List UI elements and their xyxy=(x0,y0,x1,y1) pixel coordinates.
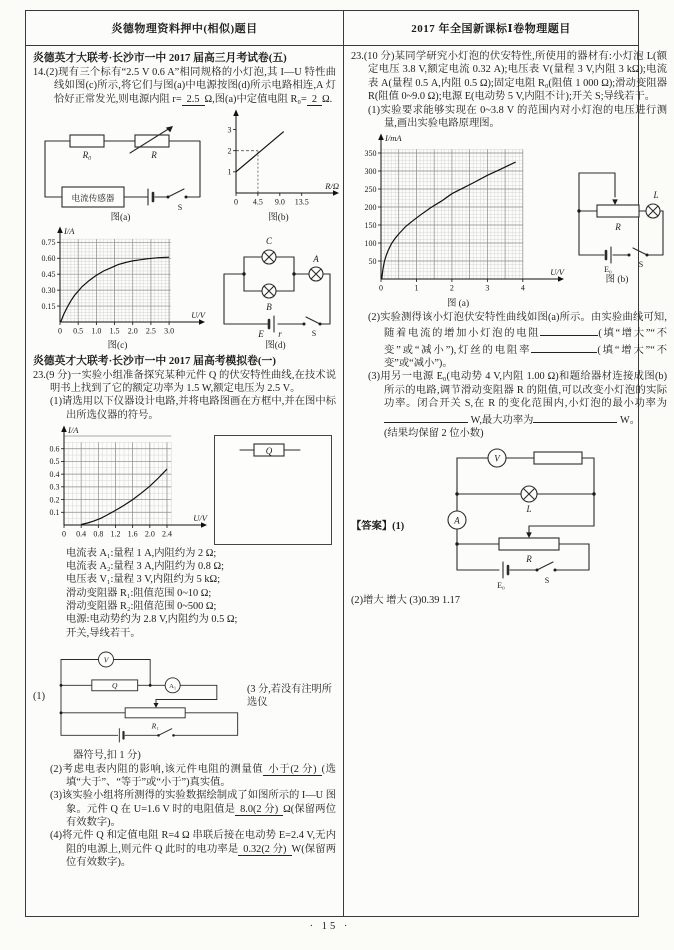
chart-iv-element-q xyxy=(38,424,208,544)
svg-text:R₁: R₁ xyxy=(151,721,159,731)
svg-text:U/V: U/V xyxy=(550,267,564,278)
figure-q-chart xyxy=(38,424,208,544)
problem-23-left-q4: (4)将元件 Q 和定值电阻 R=4 Ω 串联后接在电动势 E=2.4 V,无内阻的电源上,则元件 Q 此时的电功率是 0.32(2 分) W(保留两位有效数字)。 xyxy=(50,830,336,869)
circuit-answer-frame xyxy=(214,435,332,545)
svg-text:Q: Q xyxy=(112,681,118,691)
svg-text:R: R xyxy=(615,222,621,233)
problem-23-left-q1: (1)请选用以下仪器设计电路,并将电路图画在方框中,并在图中标出所选仪器的符号。 xyxy=(50,396,336,421)
resistor-r0-symbol xyxy=(70,135,104,160)
svg-text:3.0: 3.0 xyxy=(163,326,174,336)
svg-text:A: A xyxy=(454,515,460,526)
problem-23-left-q2: (2)考虑电表内阻的影响,该元件电阻的测量值 小于(2 分) (选填“大于”、“等于”或“小于”)真实值。 xyxy=(50,763,336,788)
page-number: · 15 · xyxy=(309,921,351,932)
circuit-b-right xyxy=(567,155,667,275)
potentiometer-r1-symbol xyxy=(125,700,185,731)
svg-text:S: S xyxy=(177,202,182,212)
answer-blank-r: 2.5 xyxy=(182,94,205,106)
svg-text:0: 0 xyxy=(379,283,383,293)
figure-b-caption: 图(b) xyxy=(268,212,289,223)
answer-1-label: (1) xyxy=(33,691,46,703)
svg-text:0.6: 0.6 xyxy=(49,444,59,454)
svg-text:0.60: 0.60 xyxy=(41,253,55,263)
figure-c xyxy=(30,225,206,352)
header-right-title: 2017 年全国新课标Ⅰ卷物理题目 xyxy=(411,23,571,35)
circuit-a-diagram xyxy=(30,121,212,213)
battery-symbol xyxy=(257,316,282,339)
chart-svg xyxy=(351,132,565,294)
answer-label: 【答案】(1) xyxy=(351,521,405,533)
instrument-item: 电源:电动势约为 2.8 V,内阻约为 0.5 Ω; xyxy=(66,614,238,626)
svg-text:4: 4 xyxy=(520,283,525,293)
blank-max-power xyxy=(533,411,617,423)
svg-text:0.4: 0.4 xyxy=(75,529,86,539)
header-left-title: 炎德物理资料押中(相似)题目 xyxy=(26,11,344,45)
svg-text:B: B xyxy=(265,302,272,313)
svg-text:E₀: E₀ xyxy=(604,265,612,275)
figure-row-right xyxy=(351,132,667,309)
problem-23-left-intro: 23.(9 分)一实验小组准备探究某种元件 Q 的伏安特性曲线,在技术说明书上找到了它的额定功率为 1.5 W,额定电压为 2.5 V。 xyxy=(33,369,336,394)
switch-symbol xyxy=(157,729,175,737)
svg-text:I/A: I/A xyxy=(67,425,78,436)
switch-symbol xyxy=(302,317,321,338)
svg-text:350: 350 xyxy=(364,149,377,159)
figure-a-right-caption: 图 (a) xyxy=(446,298,470,309)
svg-text:A₁: A₁ xyxy=(169,683,177,691)
instrument-item: 滑动变阻器 R₁:阻值范围 0~10 Ω; xyxy=(66,587,212,599)
instrument-list xyxy=(66,547,336,641)
svg-text:0.30: 0.30 xyxy=(41,285,55,295)
fixed-resistor-symbol xyxy=(534,452,582,464)
blank-min-power xyxy=(384,411,468,423)
svg-text:100: 100 xyxy=(364,239,377,249)
answer-blank-q3: 8.0(2 分) xyxy=(235,804,283,816)
svg-text:A: A xyxy=(312,254,319,265)
right-column xyxy=(344,46,674,916)
svg-text:9.0: 9.0 xyxy=(274,197,285,207)
svg-text:L: L xyxy=(653,190,659,201)
svg-text:V: V xyxy=(494,453,500,464)
svg-text:0.75: 0.75 xyxy=(41,237,55,247)
svg-text:0.1: 0.1 xyxy=(49,508,59,518)
blank-resistance xyxy=(540,324,598,336)
svg-text:1.2: 1.2 xyxy=(109,529,120,539)
switch-symbol xyxy=(536,562,557,585)
svg-text:V: V xyxy=(103,655,109,665)
svg-text:0: 0 xyxy=(57,326,62,336)
problem-14: 14.(2)现有三个标有“2.5 V 0.6 A”相同规格的小灯泡,其 I—U 特性曲线如图(c)所示,将它们与图(a)中电源按图(d)所示电路相连,A 灯恰好正常发光,则电源内阻 r= 2.5 Ω,图(a)中定值电阻 R₀= 2 Ω. xyxy=(33,67,336,105)
svg-text:50: 50 xyxy=(368,257,377,267)
svg-text:2: 2 xyxy=(449,283,454,293)
chart-svg xyxy=(218,108,340,208)
ammeter-a1-symbol xyxy=(165,678,180,693)
figure-d-caption: 图(d) xyxy=(265,341,286,352)
svg-text:L: L xyxy=(526,504,532,515)
svg-text:13.5: 13.5 xyxy=(294,197,309,207)
figure-row-cd xyxy=(33,225,336,352)
svg-text:E₀: E₀ xyxy=(497,581,505,591)
svg-text:250: 250 xyxy=(364,185,377,195)
problem-23-right-q1: (1)实验要求能够实现在 0~3.8 V 的范围内对小灯泡的电压进行测量,画出实验电路原理图。 xyxy=(368,104,667,129)
svg-text:S: S xyxy=(544,576,550,586)
svg-text:0: 0 xyxy=(61,529,66,539)
chart-iv-lamp-right xyxy=(351,132,565,298)
rheostat-r-symbol xyxy=(130,126,173,160)
chart-iv-lamp xyxy=(30,225,206,341)
svg-text:1.6: 1.6 xyxy=(127,529,138,539)
chart-r-vs-ratio xyxy=(218,108,340,212)
svg-text:1: 1 xyxy=(227,167,231,177)
svg-text:2.0: 2.0 xyxy=(127,326,138,336)
svg-text:I/A: I/A xyxy=(63,225,74,236)
svg-text:0.8: 0.8 xyxy=(92,529,103,539)
lamp-a-symbol xyxy=(309,254,323,281)
battery-symbol xyxy=(604,247,612,274)
exam-sheet xyxy=(25,10,668,917)
svg-text:0.5: 0.5 xyxy=(72,326,83,336)
svg-text:0.45: 0.45 xyxy=(41,269,55,279)
answer-blank-q2: 小于(2 分) xyxy=(263,764,321,776)
battery-symbol xyxy=(497,562,508,590)
svg-text:E: E xyxy=(257,329,264,340)
problem-23-right-intro: 23.(10 分)某同学研究小灯泡的伏安特性,所使用的器材有:小灯泡 L(额定电压 3.8 V,额定电流 0.32 A);电压表 V(量程 3 V,内阻 3 kΩ);电流表 A(量程 0.5 A,内阻 0.5 Ω);固定电阻 R₀(阻值 1 000 Ω);滑动变阻器 R(阻值 0~9.0 Ω);电源 E(电动势 5 V,内阻不计);开关 S;导线若干。 xyxy=(351,51,667,103)
svg-text:150: 150 xyxy=(364,221,377,231)
svg-text:1.5: 1.5 xyxy=(109,326,120,336)
section-title-2: 炎德英才大联考·长沙市一中 2017 届高考模拟卷(一) xyxy=(33,354,276,367)
figure-a-right xyxy=(351,132,565,309)
instrument-item: 电流表 A₂:量程 3 A,内阻约为 0.8 Ω; xyxy=(66,560,224,572)
svg-text:0.15: 0.15 xyxy=(41,301,55,311)
lamp-b-symbol xyxy=(262,284,276,312)
voltmeter-symbol xyxy=(488,449,506,467)
svg-text:0: 0 xyxy=(233,197,238,207)
problem-23-left-q3: (3)该实验小组将所测得的实验数据绘制成了如图所示的 I—U 图象。元件 Q 在 U=1.6 V 时的电阻值是 8.0(2 分) Ω(保留两位有效数字)。 xyxy=(50,790,336,828)
svg-text:0.3: 0.3 xyxy=(49,482,59,492)
svg-text:3: 3 xyxy=(227,125,231,135)
answer-line-2: (2)增大 增大 (3)0.39 1.17 xyxy=(351,595,460,607)
answer-circuit-left-row xyxy=(33,641,336,753)
figure-row-q xyxy=(33,424,336,544)
svg-text:0.5: 0.5 xyxy=(49,457,59,467)
problem-23-right-q2: (2)实验测得该小灯泡伏安特性曲线如图(a)所示。由实验曲线可知,随着电流的增加小灯泡的电阻 (填“增大”“不变”或“减小”),灯丝的电阻率 (填“增大”“不变”或“减小”)。 xyxy=(368,311,668,370)
scoring-note-1: (3 分,若没有注明所选仪 xyxy=(247,684,332,709)
svg-text:R/Ω: R/Ω xyxy=(324,181,339,192)
svg-text:R₀: R₀ xyxy=(82,149,91,160)
answer-block-right xyxy=(351,442,667,594)
figure-a xyxy=(30,121,212,223)
answer-circuit-right xyxy=(429,442,614,592)
svg-text:I/mA: I/mA xyxy=(385,133,402,144)
instrument-item: 电压表 V₁:量程 3 V,内阻约为 5 kΩ; xyxy=(66,574,221,586)
answer-circuit-left xyxy=(46,641,246,753)
element-q-symbol xyxy=(240,442,306,458)
section-title-1: 炎德英才大联考·长沙市一中 2017 届高三月考试卷(五) xyxy=(33,52,287,64)
switch-symbol xyxy=(628,248,649,269)
battery-symbol xyxy=(148,189,153,205)
rheostat-r-symbol xyxy=(597,200,639,233)
svg-text:r: r xyxy=(277,329,282,340)
lamp-c-symbol xyxy=(262,236,276,264)
svg-text:2: 2 xyxy=(227,146,231,156)
blank-resistivity xyxy=(531,341,597,353)
answer-blank-r0: 2 xyxy=(307,94,322,106)
figure-b xyxy=(218,108,340,223)
answer-blank-q4: 0.32(2 分) xyxy=(238,844,291,856)
svg-text:300: 300 xyxy=(364,167,377,177)
scoring-note-2: 器符号,扣 1 分) xyxy=(73,750,141,762)
problem-23-right-q3: (3)用另一电源 E₀(电动势 4 V,内阻 1.00 Ω)和题给器材连接成图(b)所示的电路,调节滑动变阻器 R 的阻值,可以改变小灯泡的实际功率。闭合开关 S,在 R 的变化范围内,小灯泡的最小功率为 W,最大功率为 W。 (结果均保留 2 位小数) xyxy=(368,371,667,439)
instrument-item: 开关,导线若干。 xyxy=(66,627,141,639)
svg-text:0.4: 0.4 xyxy=(49,470,59,480)
switch-symbol xyxy=(166,189,187,212)
figure-b-right xyxy=(567,155,667,285)
figure-d xyxy=(212,229,340,351)
svg-text:2.0: 2.0 xyxy=(144,529,155,539)
svg-text:U/V: U/V xyxy=(192,513,207,524)
svg-text:0.2: 0.2 xyxy=(49,495,59,505)
svg-text:3: 3 xyxy=(485,283,490,293)
current-sensor-box xyxy=(62,187,124,207)
svg-text:C: C xyxy=(265,236,272,247)
svg-text:4.5: 4.5 xyxy=(252,197,263,207)
svg-text:200: 200 xyxy=(364,203,377,213)
ammeter-symbol xyxy=(448,511,466,529)
svg-text:S: S xyxy=(638,260,644,270)
chart-svg xyxy=(38,424,208,540)
svg-text:R: R xyxy=(526,554,532,565)
circuit-d-diagram xyxy=(212,229,340,341)
svg-text:S: S xyxy=(311,329,316,339)
lamp-l-symbol xyxy=(521,486,537,514)
svg-text:R: R xyxy=(150,149,157,160)
figure-row-ab xyxy=(33,108,339,223)
header-row xyxy=(26,11,638,46)
element-q-symbol xyxy=(92,680,138,691)
chart-svg xyxy=(30,225,206,337)
svg-text:Q: Q xyxy=(265,445,272,456)
voltmeter-symbol xyxy=(99,652,114,667)
svg-text:U/V: U/V xyxy=(190,309,205,320)
instrument-item: 滑动变阻器 R₂:阻值范围 0~500 Ω; xyxy=(66,601,217,612)
battery-symbol xyxy=(119,729,123,742)
potentiometer-r-symbol xyxy=(499,533,559,565)
left-column xyxy=(26,46,344,916)
svg-text:2.5: 2.5 xyxy=(145,326,156,336)
figure-c-caption: 图(c) xyxy=(107,341,128,352)
content-columns xyxy=(26,46,668,916)
figure-b-right-caption: 图 (b) xyxy=(605,275,629,286)
svg-text:1.0: 1.0 xyxy=(90,326,101,336)
instrument-item: 电流表 A₁:量程 1 A,内阻约为 2 Ω; xyxy=(66,547,217,559)
figure-a-caption: 图(a) xyxy=(110,212,131,223)
svg-text:1: 1 xyxy=(414,283,419,293)
svg-text:2.4: 2.4 xyxy=(161,529,172,539)
lamp-l-symbol xyxy=(646,190,660,218)
svg-text:电流传感器: 电流传感器 xyxy=(71,192,114,203)
